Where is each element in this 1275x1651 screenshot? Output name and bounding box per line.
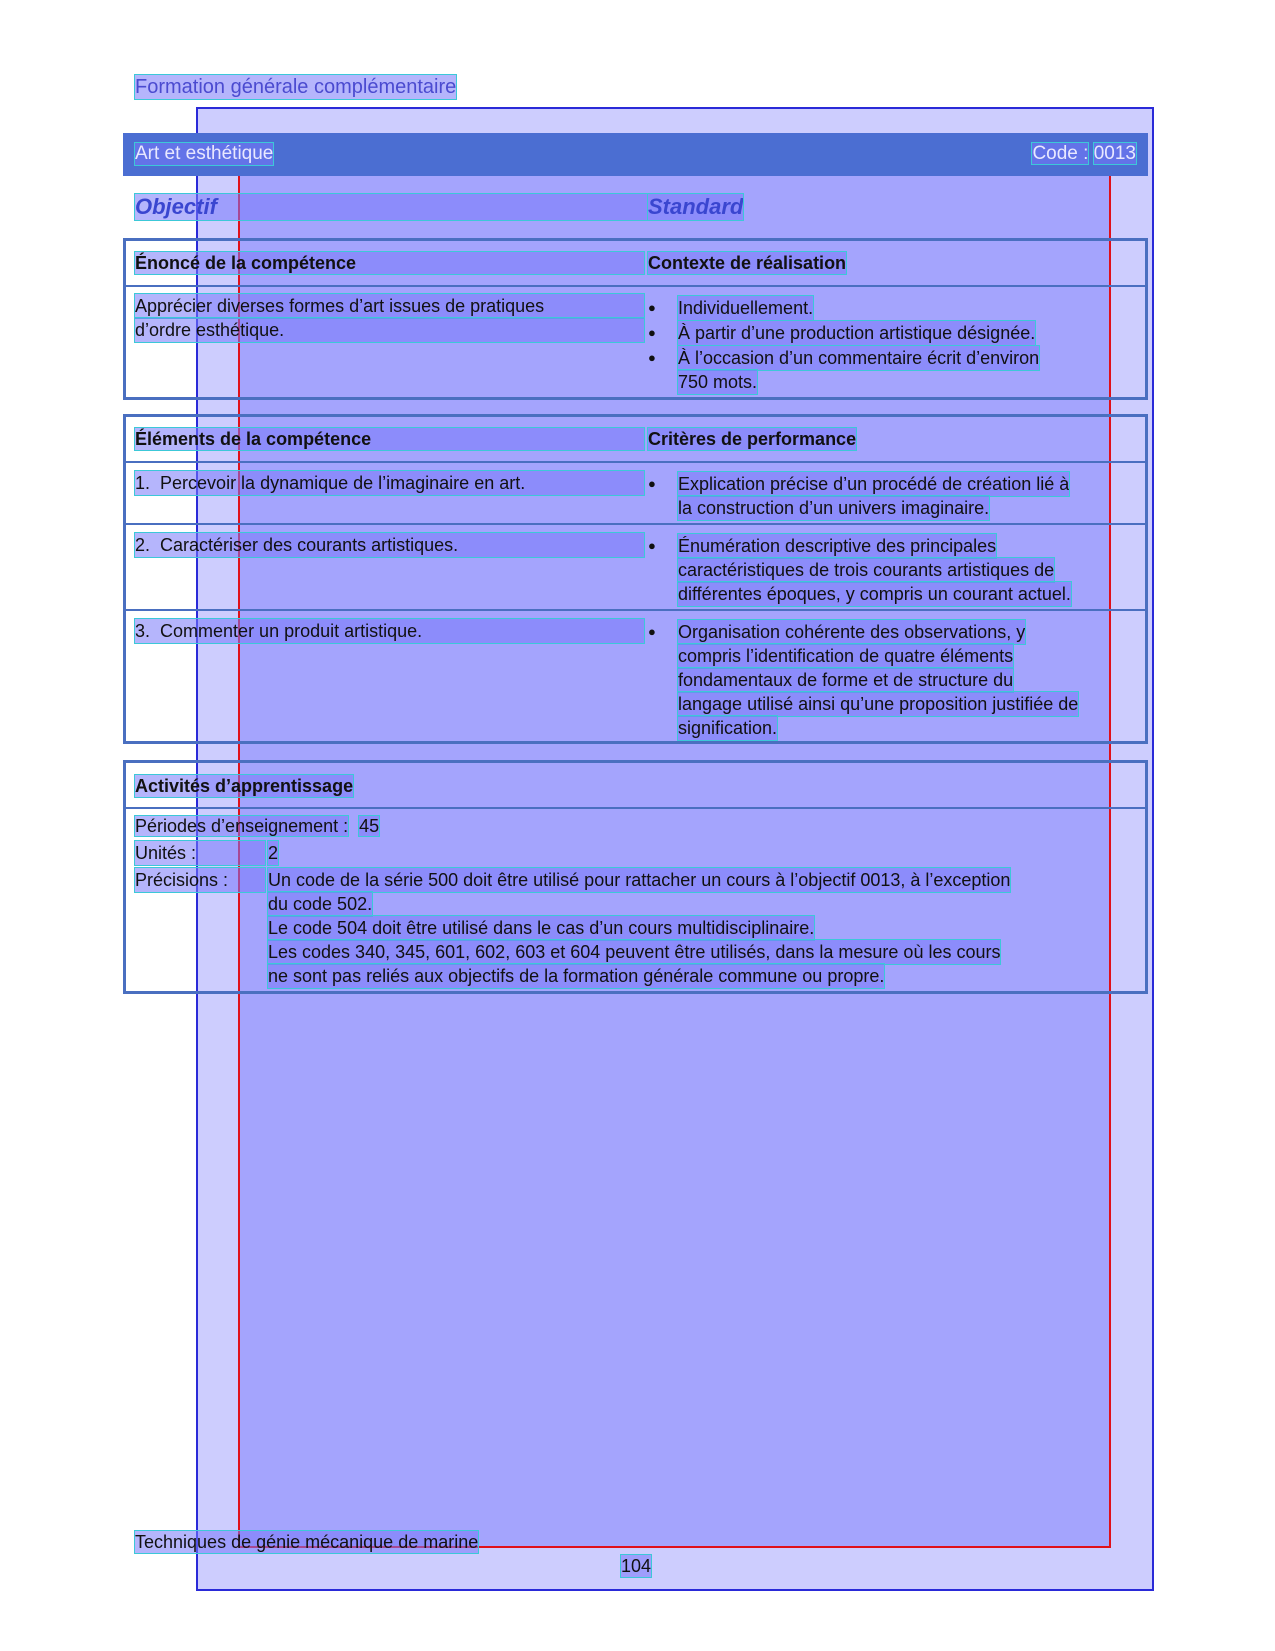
element-row <box>135 533 644 557</box>
precisions-label: Précisions : <box>135 868 265 892</box>
criteria-line: signification. <box>678 718 778 738</box>
competence-box <box>123 238 1148 400</box>
bullet-icon: ● <box>648 325 656 340</box>
periodes-label: Périodes d’enseignement : <box>135 816 349 836</box>
element-number: 3. <box>135 621 151 641</box>
bullet-icon: ● <box>648 350 656 365</box>
element-text: Caractériser des courants artistiques. <box>160 535 459 555</box>
enonce-line: d’ordre esthétique. <box>135 318 644 342</box>
code-value: 0013 <box>1093 143 1136 164</box>
precisions-line: du code 502. <box>268 894 373 914</box>
element-row <box>135 471 644 495</box>
precisions-line: ne sont pas reliés aux objectifs de la formation générale commune ou propre. <box>268 966 885 986</box>
precisions-line: Un code de la série 500 doit être utilisé pour rattacher un cours à l’objectif 0013, à l’exception <box>268 870 1011 890</box>
criteria-line: compris l’identification de quatre éléments <box>678 646 1014 666</box>
precisions-line: Le code 504 doit être utilisé dans le cas d’un cours multidisciplinaire. <box>268 918 815 938</box>
contexte-heading: Contexte de réalisation <box>648 253 847 273</box>
bullet-icon: ● <box>648 300 656 315</box>
criteria-line: caractéristiques de trois courants artistiques de <box>678 560 1055 580</box>
criteres-heading: Critères de performance <box>648 429 857 449</box>
element-text: Percevoir la dynamique de l’imaginaire en art. <box>160 473 526 493</box>
elements-heading: Éléments de la compétence <box>135 428 644 450</box>
element-text: Commenter un produit artistique. <box>160 621 423 641</box>
criteria-line: Organisation cohérente des observations, y <box>678 622 1026 642</box>
precisions-line: Les codes 340, 345, 601, 602, 603 et 604 peuvent être utilisés, dans la mesure où les cours <box>268 942 1001 962</box>
elements-box <box>123 414 1148 744</box>
criteria-line: fondamentaux de forme et de structure du <box>678 670 1014 690</box>
code-block <box>1032 143 1136 165</box>
section-bar <box>123 133 1148 176</box>
element-number: 1. <box>135 473 151 493</box>
criteria-line: Énumération descriptive des principales <box>678 536 997 556</box>
row-separator <box>126 609 1145 611</box>
footer-program: Techniques de génie mécanique de marine <box>135 1532 479 1552</box>
criteria-line: la construction d’un univers imaginaire. <box>678 498 990 518</box>
criteria-line: Explication précise d’un procédé de création lié à <box>678 474 1070 494</box>
section-title: Art et esthétique <box>135 143 274 164</box>
activites-box <box>123 760 1148 994</box>
enonce-line: Apprécier diverses formes d’art issues de pratiques <box>135 294 644 318</box>
unites-label: Unités : <box>135 841 265 865</box>
periodes-value: 45 <box>359 816 380 836</box>
page-number: 104 <box>621 1556 652 1576</box>
element-row <box>135 619 644 643</box>
periodes-row <box>135 814 379 838</box>
enonce-heading: Énoncé de la compétence <box>135 252 644 274</box>
row-separator <box>126 523 1145 525</box>
bullet-icon: ● <box>648 538 656 553</box>
contexte-item: À l’occasion d’un commentaire écrit d’environ <box>678 348 1040 368</box>
contexte-item: Individuellement. <box>678 298 814 318</box>
contexte-item-cont: 750 mots. <box>678 372 758 392</box>
criteria-line: différentes époques, y compris un courant actuel. <box>678 584 1071 604</box>
standard-label: Standard <box>648 194 744 219</box>
bullet-icon: ● <box>648 476 656 491</box>
unites-value: 2 <box>268 843 279 863</box>
criteria-line: langage utilisé ainsi qu’une proposition justifiée de <box>678 694 1079 714</box>
document-title: Formation générale complémentaire <box>135 76 457 98</box>
element-number: 2. <box>135 535 151 555</box>
activites-heading: Activités d’apprentissage <box>135 776 354 796</box>
code-label: Code : <box>1032 143 1089 164</box>
bullet-icon: ● <box>648 624 656 639</box>
contexte-item: À partir d’une production artistique désignée. <box>678 323 1036 343</box>
objectif-label: Objectif <box>135 194 647 220</box>
